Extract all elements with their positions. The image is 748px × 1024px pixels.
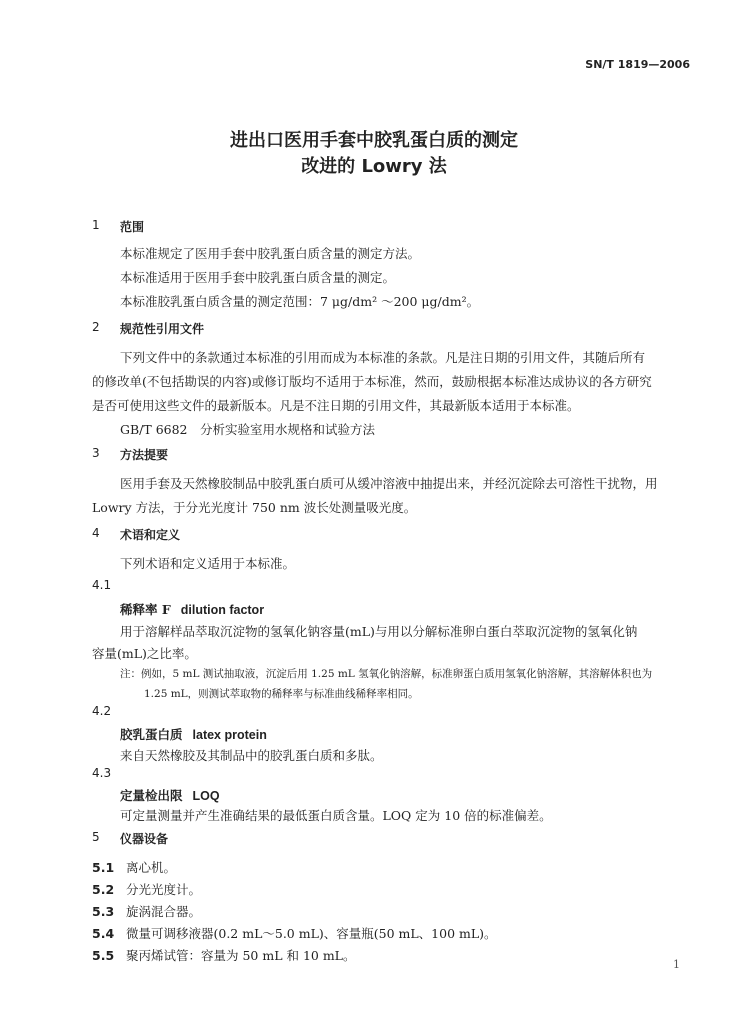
clause-4-1-note-line-1: 注：例如，5 mL 测试抽取液，沉淀后用 1.25 mL 氢氧化钠溶解，标准卵蛋白质用氢氧化钠溶解，其溶解体积也为 [120,668,653,680]
list-item: 5.1 离心机。 [92,860,177,875]
term-dilution-factor [120,600,264,618]
clause-4-1-number: 4.1 [92,578,112,592]
list-item: 5.3 旋涡混合器。 [92,904,202,919]
section-5-title: 仪器设备 [120,832,169,846]
section-2-line-1: 下列文件中的条款通过本标准的引用而成为本标准的条款。凡是注日期的引用文件，其随后所有 [120,350,646,365]
section-2-title: 规范性引用文件 [120,322,205,336]
section-1-number: 1 [92,218,100,232]
standard-number: SN/T 1819—2006 [585,58,690,71]
list-item: 5.5 聚丙烯试管：容量为 50 mL 和 10 mL。 [92,948,356,963]
term-en: LOQ [192,789,220,803]
list-item: 5.4 微量可调移液器(0.2 mL～5.0 mL)、容量瓶(50 mL、100 mL)。 [92,926,497,941]
section-3-title: 方法提要 [120,448,169,462]
title-line-2: 改进的 Lowry 法 [301,156,447,177]
clause-4-1-def-line-1: 用于溶解样品萃取沉淀物的氢氧化钠容量(mL)与用以分解标准卵白蛋白萃取沉淀物的氢氧化钠 [120,624,638,639]
section-4-number: 4 [92,526,100,540]
clause-4-3-def: 可定量测量并产生准确结果的最低蛋白质含量。LOQ 定为 10 倍的标准偏差。 [120,808,552,823]
title-line-1: 进出口医用手套中胶乳蛋白质的测定 [230,130,518,151]
term-cn: 胶乳蛋白质 [120,727,183,742]
clause-4-1-def-line-2: 容量(mL)之比率。 [92,646,197,661]
term-cn: 稀释率 F [120,602,171,617]
term-loq [120,786,220,804]
clause-4-2-number: 4.2 [92,704,112,718]
clause-4-3-number: 4.3 [92,766,112,780]
term-latex-protein [120,725,267,743]
section-3-line-1: 医用手套及天然橡胶制品中胶乳蛋白质可从缓冲溶液中抽提出来，并经沉淀除去可溶性干扰物，用 [120,476,658,491]
section-1-para-2: 本标准适用于医用手套中胶乳蛋白质含量的测定。 [120,270,396,285]
clause-4-2-def: 来自天然橡胶及其制品中的胶乳蛋白质和多肽。 [120,748,383,763]
section-3-line-2: Lowry 方法，于分光光度计 750 nm 波长处测量吸光度。 [92,500,417,515]
section-1-title: 范围 [120,220,145,234]
section-3-number: 3 [92,446,100,460]
section-2-number: 2 [92,320,100,334]
section-4-intro: 下列术语和定义适用于本标准。 [120,556,296,571]
page-number: 1 [673,958,680,971]
section-1-para-1: 本标准规定了医用手套中胶乳蛋白质含量的测定方法。 [120,246,421,261]
section-1-para-3: 本标准胶乳蛋白质含量的测定范围：7 μg/dm² ～200 μg/dm²。 [120,294,480,309]
section-2-line-3: 是否可使用这些文件的最新版本。凡是不注日期的引用文件，其最新版本适用于本标准。 [92,398,580,413]
term-en: latex protein [192,728,267,742]
term-en: dilution factor [180,603,265,617]
list-item: 5.2 分光光度计。 [92,882,202,897]
term-cn: 定量检出限 [120,788,183,803]
section-2-line-2: 的修改单(不包括勘误的内容)或修订版均不适用于本标准，然而，鼓励根据本标准达成协议的各方研究 [92,374,652,389]
section-4-title: 术语和定义 [120,528,181,542]
clause-4-1-note-line-2: 1.25 mL，则测试萃取物的稀释率与标准曲线稀释率相同。 [144,688,419,700]
section-5-number: 5 [92,830,100,844]
normative-reference: GB/T 6682 分析实验室用水规格和试验方法 [120,422,376,437]
